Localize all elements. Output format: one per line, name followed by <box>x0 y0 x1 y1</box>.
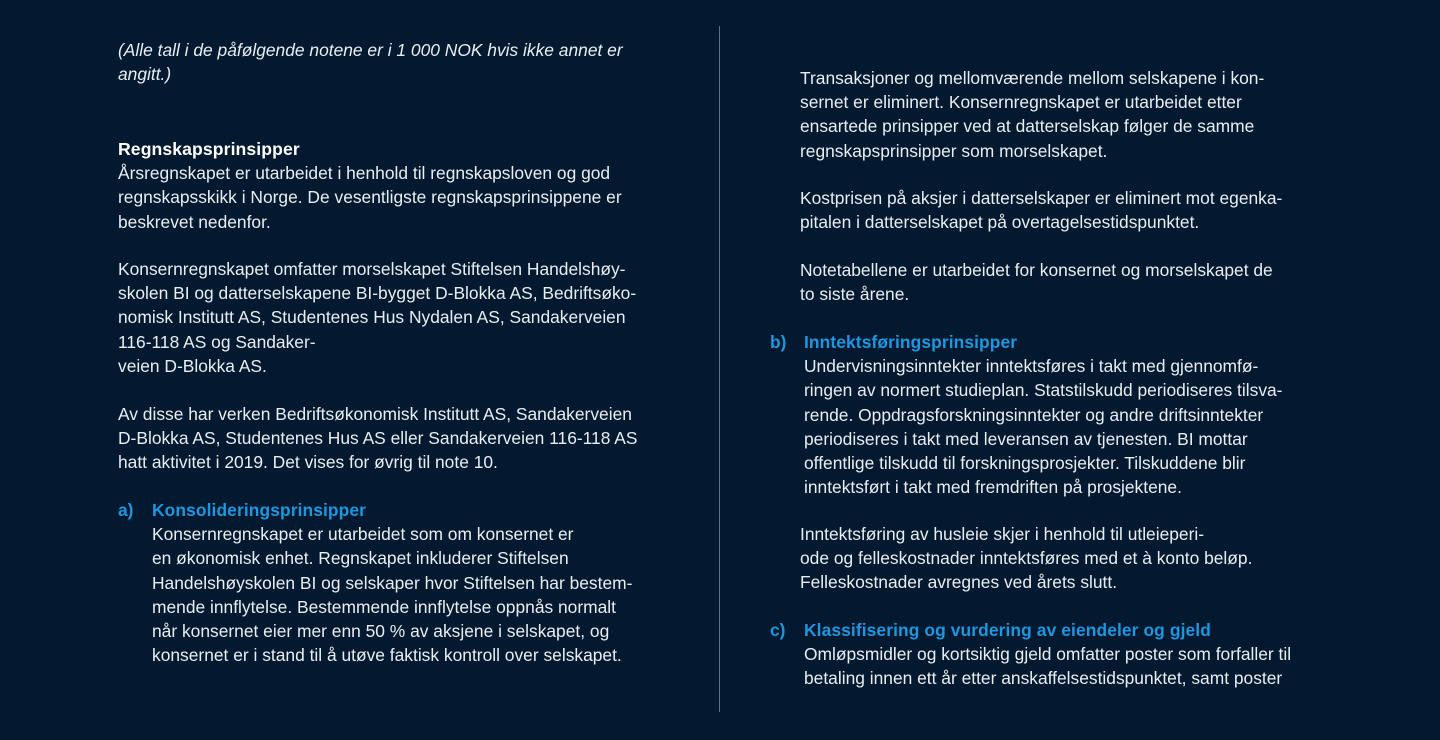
list-item-c-title: Klassifisering og vurdering av eiendeler og gjeld <box>804 620 1211 640</box>
list-item-b-body <box>804 330 1330 499</box>
accounting-principles-heading: Regnskapsprinsipper <box>118 139 300 159</box>
accounting-principles-section <box>118 137 666 234</box>
list-item-a-line-6: konsernet er i stand til å utøve faktisk kontroll over selskapet. <box>152 645 622 666</box>
list-item-b-marker: b) <box>770 332 787 352</box>
list-item-a-line-3: Handelshøyskolen BI og selskaper hvor Stiftelsen har bestem- <box>152 572 633 593</box>
group-accounts-line-2: skolen BI og datterselskapene BI-bygget D-Blokka AS, Bedriftsøko- <box>118 283 637 304</box>
list-item-a-text <box>152 522 674 667</box>
rental-income-line-1: Inntektsføring av husleie skjer i henhold til utleieperi- <box>800 524 1205 544</box>
group-accounts-line-1: Konsernregnskapet omfatter morselskapet Stiftelsen Handelshøy- <box>118 259 626 279</box>
list-item-b-line-3: rende. Oppdragsforskningsinntekter og andre driftsinntekter <box>804 404 1264 425</box>
accounting-principles-line-2: regnskapsskikk i Norge. De vesentligste regnskapsprinsippene er <box>118 187 622 208</box>
list-item-b-line-5: offentlige tilskudd til forskningsprosjekter. Tilskuddene blir <box>804 453 1246 474</box>
currency-note <box>118 38 666 86</box>
cost-price-line-1: Kostprisen på aksjer i datterselskaper er eliminert mot egenka- <box>800 188 1283 208</box>
list-item-b-title: Inntektsføringsprinsipper <box>804 332 1018 352</box>
list-item-b <box>770 330 1330 499</box>
list-item-a-body <box>152 498 674 667</box>
note-tables-line-1: Notetabellene er utarbeidet for konsernet og morselskapet de <box>800 260 1273 280</box>
list-item-b-line-6: inntektsført i takt med fremdriften på prosjektene. <box>804 477 1182 498</box>
transactions-line-3: ensartede prinsipper ved at datterselskap følger de samme <box>800 116 1255 137</box>
transactions-line-4: regnskapsprinsipper som morselskapet. <box>800 140 1108 161</box>
list-item-b-line-4: periodiseres i takt med leveransen av tjenesten. BI mottar <box>804 428 1248 449</box>
note-tables-paragraph <box>800 258 1320 306</box>
list-item-a-line-4: mende innflytelse. Bestemmende innflytelse oppnås normalt <box>152 596 617 617</box>
list-item-b-line-2: ringen av normert studieplan. Statstilskudd periodiseres tilsva- <box>804 380 1283 401</box>
column-divider <box>719 26 720 712</box>
rental-income-line-2: ode og felleskostnader inntektsføres med et à konto beløp. <box>800 548 1253 569</box>
list-item-a-marker: a) <box>118 500 134 520</box>
list-item-c-text <box>804 642 1338 690</box>
rental-income-line-3: Felleskostnader avregnes ved årets slutt. <box>800 572 1118 593</box>
transactions-line-2: sernet er eliminert. Konsernregnskapet er utarbeidet etter <box>800 92 1242 113</box>
list-item-a-title: Konsolideringsprinsipper <box>152 500 367 520</box>
cost-price-paragraph <box>800 186 1320 234</box>
accounting-principles-body <box>118 161 666 234</box>
accounting-principles-line-1: Årsregnskapet er utarbeidet i henhold til regnskapsloven og god <box>118 163 611 184</box>
list-item-a-line-1: Konsernregnskapet er utarbeidet som om konsernet er <box>152 524 574 545</box>
currency-note-line-1: (Alle tall i de påfølgende notene er i 1 000 NOK hvis ikke annet er <box>118 40 623 60</box>
group-accounts-paragraph <box>118 257 678 378</box>
list-item-c <box>770 618 1338 691</box>
group-accounts-line-5: veien D-Blokka AS. <box>118 355 267 376</box>
currency-note-line-2: angitt.) <box>118 64 172 85</box>
activity-note-line-1: Av disse har verken Bedriftsøkonomisk Institutt AS, Sandakerveien <box>118 404 632 424</box>
list-item-c-marker: c) <box>770 620 786 640</box>
group-accounts-line-4: 116-118 AS og Sandaker- <box>118 331 316 352</box>
group-accounts-line-3: nomisk Institutt AS, Studentenes Hus Nydalen AS, Sandakerveien <box>118 307 626 328</box>
rental-income-paragraph <box>800 522 1320 595</box>
transactions-paragraph <box>800 66 1300 163</box>
list-item-b-text <box>804 354 1330 499</box>
list-item-b-line-1: Undervisningsinntekter inntektsføres i takt med gjennomfø- <box>804 356 1259 377</box>
list-item-a <box>118 498 674 667</box>
activity-note-paragraph <box>118 402 666 475</box>
note-tables-line-2: to siste årene. <box>800 284 910 305</box>
activity-note-line-3: hatt aktivitet i 2019. Det vises for øvrig til note 10. <box>118 452 498 473</box>
list-item-a-line-5: når konsernet eier mer enn 50 % av aksjene i selskapet, og <box>152 621 610 642</box>
list-item-a-line-2: en økonomisk enhet. Regnskapet inkluderer Stiftelsen <box>152 548 569 569</box>
list-item-c-line-2: betaling innen ett år etter anskaffelsestidspunktet, samt poster <box>804 668 1283 689</box>
list-item-c-line-1: Omløpsmidler og kortsiktig gjeld omfatter poster som forfaller til <box>804 644 1292 665</box>
list-item-c-body <box>804 618 1338 691</box>
transactions-line-1: Transaksjoner og mellomværende mellom selskapene i kon- <box>800 68 1265 88</box>
activity-note-line-2: D-Blokka AS, Studentenes Hus AS eller Sandakerveien 116-118 AS <box>118 428 638 449</box>
accounting-principles-line-3: beskrevet nedenfor. <box>118 211 271 232</box>
cost-price-line-2: pitalen i datterselskapet på overtagelsestidspunktet. <box>800 212 1200 233</box>
